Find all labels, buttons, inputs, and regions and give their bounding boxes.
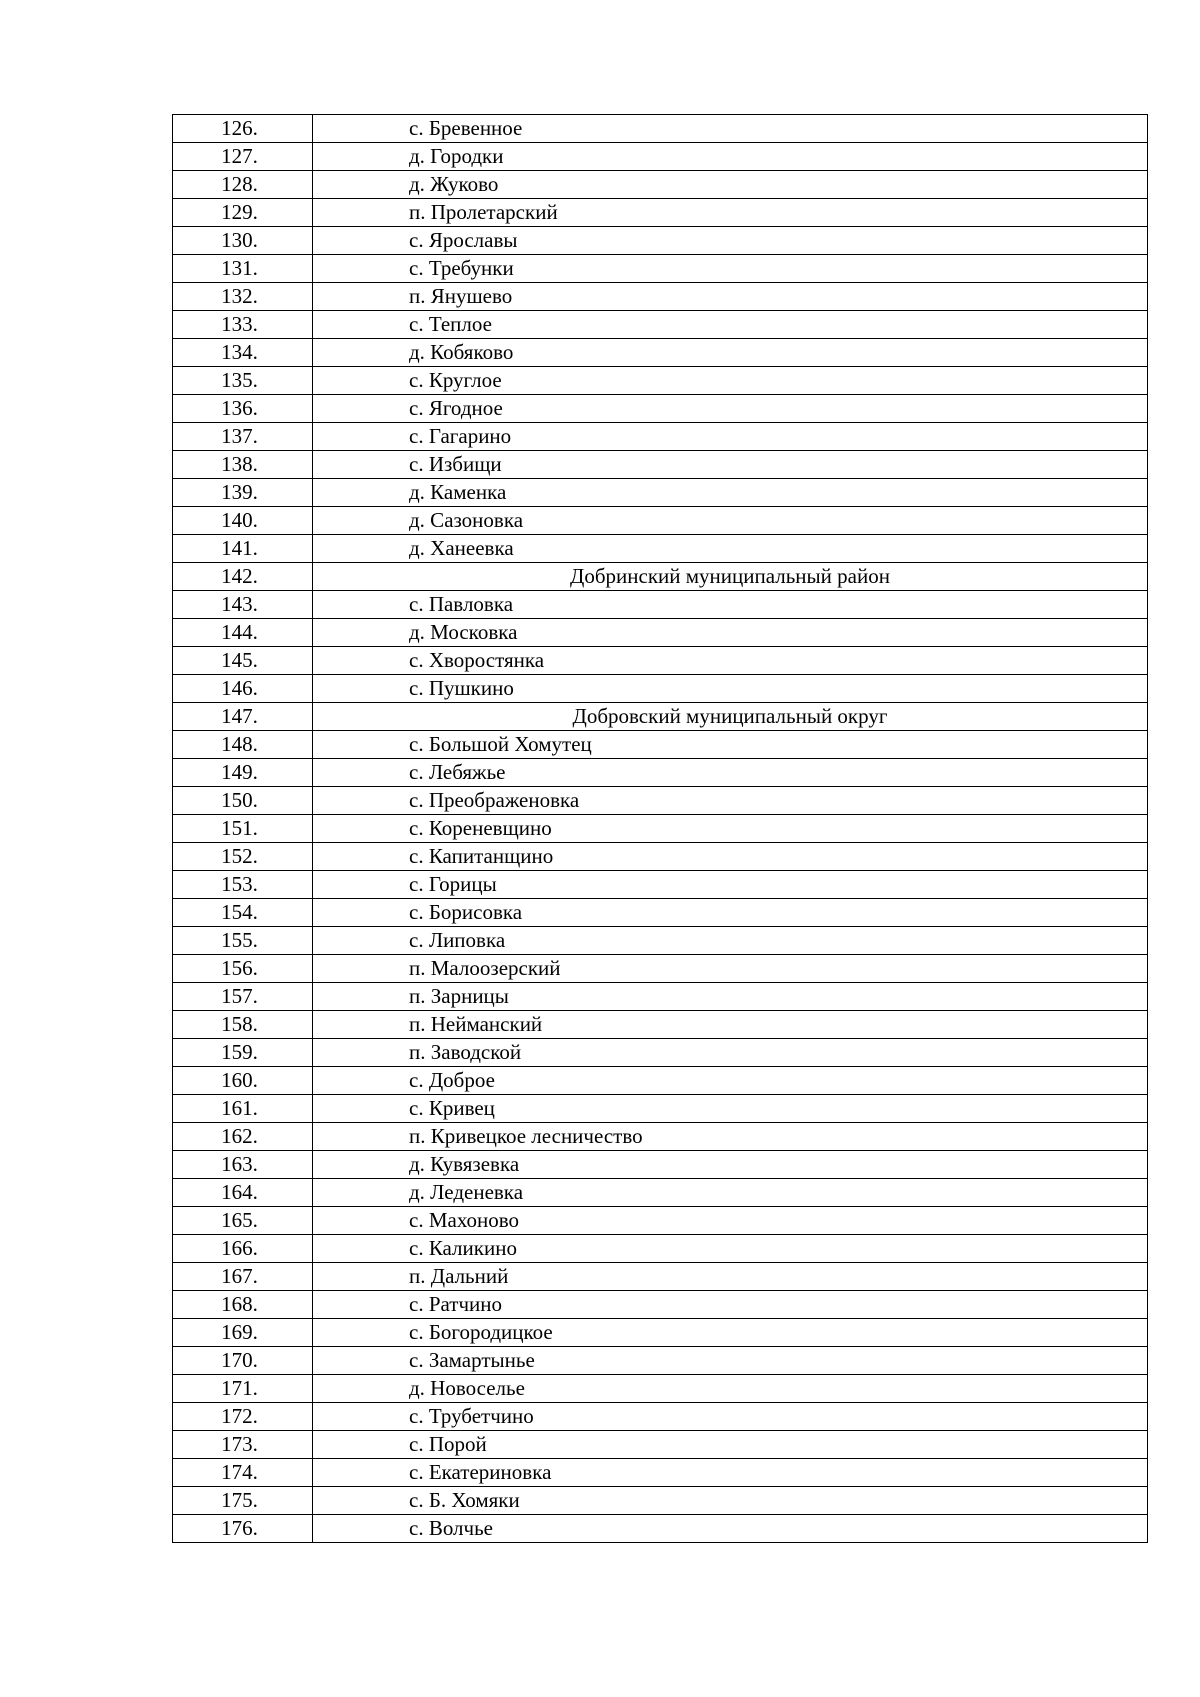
table-row [173,227,1148,255]
row-number: 148. [173,731,313,759]
row-number: 139. [173,479,313,507]
table-row [173,1011,1148,1039]
table-row [173,1263,1148,1291]
table-row [173,1179,1148,1207]
table-row [173,507,1148,535]
settlement-name: с. Избищи [313,451,1148,479]
table-row [173,647,1148,675]
table-row [173,619,1148,647]
table-row [173,1347,1148,1375]
settlement-name: д. Городки [313,143,1148,171]
row-number: 130. [173,227,313,255]
row-number: 144. [173,619,313,647]
settlement-name: с. Волчье [313,1515,1148,1543]
settlement-name: с. Махоново [313,1207,1148,1235]
row-number: 126. [173,115,313,143]
row-number: 137. [173,423,313,451]
table-row [173,171,1148,199]
row-number: 138. [173,451,313,479]
row-number: 161. [173,1095,313,1123]
row-number: 165. [173,1207,313,1235]
table-row [173,1123,1148,1151]
row-number: 150. [173,787,313,815]
row-number: 145. [173,647,313,675]
settlement-name: с. Борисовка [313,899,1148,927]
settlement-name: с. Ярославы [313,227,1148,255]
table-row [173,899,1148,927]
settlement-name: с. Теплое [313,311,1148,339]
settlement-name: с. Ягодное [313,395,1148,423]
settlement-name: с. Богородицкое [313,1319,1148,1347]
table-row [173,1235,1148,1263]
table-row [173,1375,1148,1403]
settlements-table [172,114,1148,1543]
table-row [173,1067,1148,1095]
row-number: 141. [173,535,313,563]
district-name: Добровский муниципальный округ [313,703,1148,731]
table-row [173,1431,1148,1459]
settlement-name: п. Дальний [313,1263,1148,1291]
table-row [173,759,1148,787]
row-number: 176. [173,1515,313,1543]
settlement-name: с. Пушкино [313,675,1148,703]
settlement-name: с. Кривец [313,1095,1148,1123]
row-number: 134. [173,339,313,367]
table-row [173,283,1148,311]
settlement-name: с. Павловка [313,591,1148,619]
table-row [173,591,1148,619]
row-number: 173. [173,1431,313,1459]
settlement-name: с. Б. Хомяки [313,1487,1148,1515]
row-number: 154. [173,899,313,927]
settlement-name: с. Замартынье [313,1347,1148,1375]
table-row [173,1207,1148,1235]
settlement-name: с. Бревенное [313,115,1148,143]
row-number: 159. [173,1039,313,1067]
table-row [173,871,1148,899]
table-row [173,451,1148,479]
row-number: 175. [173,1487,313,1515]
settlement-name: с. Капитанщино [313,843,1148,871]
row-number: 147. [173,703,313,731]
row-number: 149. [173,759,313,787]
table-row [173,1291,1148,1319]
settlement-name: с. Каликино [313,1235,1148,1263]
row-number: 131. [173,255,313,283]
settlement-name: д. Каменка [313,479,1148,507]
table-row [173,843,1148,871]
settlements-table-body [173,115,1148,1543]
row-number: 163. [173,1151,313,1179]
table-row [173,143,1148,171]
table-row [173,535,1148,563]
district-header-row [173,703,1148,731]
settlement-name: п. Нейманский [313,1011,1148,1039]
settlement-name: п. Пролетарский [313,199,1148,227]
row-number: 164. [173,1179,313,1207]
table-row [173,1459,1148,1487]
table-row [173,1319,1148,1347]
settlement-name: п. Кривецкое лесничество [313,1123,1148,1151]
settlement-name: с. Горицы [313,871,1148,899]
row-number: 153. [173,871,313,899]
row-number: 157. [173,983,313,1011]
settlement-name: д. Новоселье [313,1375,1148,1403]
row-number: 171. [173,1375,313,1403]
table-row [173,199,1148,227]
settlement-name: д. Сазоновка [313,507,1148,535]
settlement-name: с. Преображеновка [313,787,1148,815]
settlement-name: д. Жуково [313,171,1148,199]
settlement-name: с. Требунки [313,255,1148,283]
row-number: 169. [173,1319,313,1347]
table-row [173,423,1148,451]
table-row [173,731,1148,759]
district-header-row [173,563,1148,591]
settlement-name: д. Леденевка [313,1179,1148,1207]
settlement-name: д. Московка [313,619,1148,647]
row-number: 158. [173,1011,313,1039]
table-row [173,367,1148,395]
row-number: 152. [173,843,313,871]
row-number: 166. [173,1235,313,1263]
settlement-name: с. Трубетчино [313,1403,1148,1431]
table-row [173,1095,1148,1123]
table-row [173,675,1148,703]
table-row [173,115,1148,143]
settlement-name: п. Янушево [313,283,1148,311]
district-name: Добринский муниципальный район [313,563,1148,591]
row-number: 174. [173,1459,313,1487]
row-number: 136. [173,395,313,423]
row-number: 155. [173,927,313,955]
row-number: 160. [173,1067,313,1095]
settlement-name: п. Зарницы [313,983,1148,1011]
settlement-name: д. Кобяково [313,339,1148,367]
settlement-name: с. Порой [313,1431,1148,1459]
settlement-name: с. Круглое [313,367,1148,395]
row-number: 143. [173,591,313,619]
table-row [173,311,1148,339]
settlement-name: д. Ханеевка [313,535,1148,563]
row-number: 129. [173,199,313,227]
settlement-name: с. Большой Хомутец [313,731,1148,759]
table-row [173,1487,1148,1515]
table-row [173,479,1148,507]
row-number: 142. [173,563,313,591]
settlement-name: д. Кувязевка [313,1151,1148,1179]
settlement-name: с. Кореневщино [313,815,1148,843]
row-number: 133. [173,311,313,339]
table-row [173,927,1148,955]
row-number: 170. [173,1347,313,1375]
row-number: 135. [173,367,313,395]
row-number: 167. [173,1263,313,1291]
table-row [173,983,1148,1011]
row-number: 156. [173,955,313,983]
settlement-name: п. Малоозерский [313,955,1148,983]
settlement-name: с. Ратчино [313,1291,1148,1319]
row-number: 146. [173,675,313,703]
row-number: 132. [173,283,313,311]
row-number: 151. [173,815,313,843]
settlement-name: с. Доброе [313,1067,1148,1095]
settlement-name: с. Липовка [313,927,1148,955]
settlement-name: с. Екатериновка [313,1459,1148,1487]
settlement-name: с. Гагарино [313,423,1148,451]
table-row [173,1515,1148,1543]
table-row [173,339,1148,367]
table-row [173,395,1148,423]
table-row [173,787,1148,815]
row-number: 172. [173,1403,313,1431]
table-row [173,1403,1148,1431]
table-row [173,815,1148,843]
table-row [173,1151,1148,1179]
table-row [173,255,1148,283]
row-number: 128. [173,171,313,199]
row-number: 127. [173,143,313,171]
table-row [173,955,1148,983]
table-row [173,1039,1148,1067]
row-number: 140. [173,507,313,535]
settlement-name: п. Заводской [313,1039,1148,1067]
settlement-name: с. Лебяжье [313,759,1148,787]
settlement-name: с. Хворостянка [313,647,1148,675]
row-number: 168. [173,1291,313,1319]
row-number: 162. [173,1123,313,1151]
